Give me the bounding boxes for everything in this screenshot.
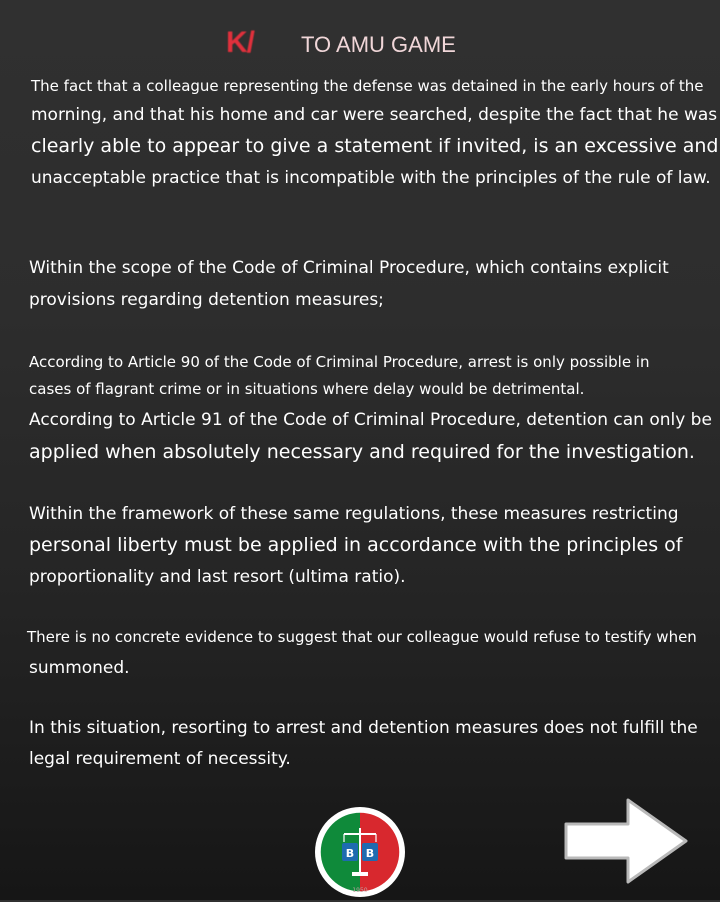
text-line: applied when absolutely necessary and required for the investigation. (29, 441, 695, 463)
text-line: According to Article 90 of the Code of Criminal Procedure, arrest is only possible in (29, 353, 650, 371)
text-line: unacceptable practice that is incompatible with the principles of the rule of law. (31, 168, 711, 188)
text-line: In this situation, resorting to arrest and detention measures does not fulfill the (29, 718, 698, 738)
text-line: According to Article 91 of the Code of Criminal Procedure, detention can only be (29, 410, 712, 430)
text-line: summoned. (29, 658, 130, 678)
text-line: There is no concrete evidence to suggest that our colleague would refuse to testify when (27, 628, 697, 646)
header-logo-mark: K/ (226, 26, 254, 59)
text-line: morning, and that his home and car were searched, despite the fact that he was (31, 105, 718, 125)
text-line: cases of flagrant crime or in situations where delay would be detrimental. (29, 380, 585, 398)
bar-association-logo (314, 806, 406, 898)
header-title: TO AMU GAME (301, 32, 456, 57)
logo-letter-left: B (345, 847, 355, 860)
text-line: provisions regarding detention measures; (29, 290, 384, 310)
text-line: legal requirement of necessity. (29, 749, 291, 769)
text-line: personal liberty must be applied in accordance with the principles of (29, 534, 683, 556)
logo-letter-right: B (365, 847, 375, 860)
text-line: Within the framework of these same regulations, these measures restricting (29, 504, 679, 524)
text-line: The fact that a colleague representing the defense was detained in the early hours of the (31, 77, 704, 95)
text-line: proportionality and last resort (ultima ratio). (29, 567, 406, 587)
next-arrow-button[interactable] (562, 796, 692, 886)
arrow-right-icon (562, 796, 692, 886)
text-line: clearly able to appear to give a statement if invited, is an excessive and (31, 135, 719, 157)
text-line: Within the scope of the Code of Criminal Procedure, which contains explicit (29, 258, 669, 278)
logo-year: 1950 (352, 887, 368, 894)
header (0, 24, 720, 64)
